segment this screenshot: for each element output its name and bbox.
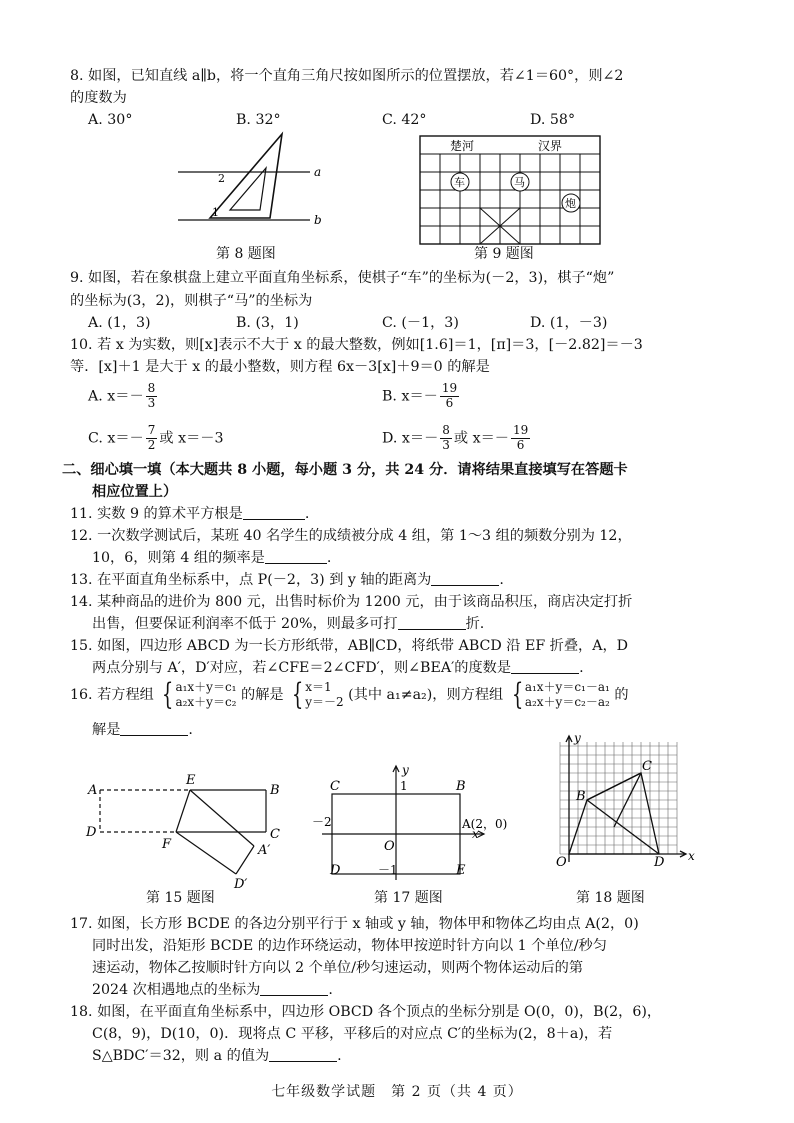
q10-option-a: A. x＝－ $\frac{8}{3}$ — [88, 381, 156, 410]
caption-fig17: 第 17 题图 — [374, 890, 443, 906]
q8-option-b: B. 32° — [236, 112, 281, 128]
q15-stem-line1: 15. 如图，四边形 ABCD 为一长方形纸带，AB∥CD，将纸带 ABCD 沿 EF 折叠，A，D — [70, 638, 629, 654]
q11-answer-blank[interactable] — [243, 505, 305, 520]
svg-text:1: 1 — [400, 779, 408, 793]
figure-17 — [312, 762, 508, 886]
q9-option-b: B. (3，1) — [236, 315, 299, 331]
svg-text:－1: －1 — [378, 863, 398, 877]
q17-line1: 17. 如图，长方形 BCDE 的各边分别平行于 x 轴或 y 轴，物体甲和物体乙均由点 A(2，0) — [70, 916, 639, 932]
caption-fig8: 第 8 题图 — [216, 246, 276, 262]
q10-option-b: B. x＝－ $\frac{19}{6}$ — [382, 381, 458, 410]
q16-system-1: { a₁x＋y＝c₁ a₂x＋y＝c₂ — [162, 677, 237, 712]
svg-text:A(2，0): A(2，0) — [462, 817, 508, 831]
svg-text:E: E — [186, 773, 196, 788]
svg-text:C: C — [270, 827, 280, 842]
svg-text:A′: A′ — [258, 843, 271, 858]
q17-line3: 速运动，物体乙按顺时针方向以 2 个单位/秒匀速运动，则两个物体运动后的第 — [92, 960, 584, 976]
q9-option-a: A. (1，3) — [88, 315, 151, 331]
q14-answer-blank[interactable] — [398, 615, 466, 630]
q10-option-d: D. x＝－ $\frac{8}{3}$ 或 x＝－ $\frac{19}{6}$ — [382, 423, 529, 452]
q16-system-2: { x＝1 y＝－2 — [291, 677, 344, 712]
q8-stem-line2: 的度数为 — [70, 90, 127, 106]
svg-text:x: x — [472, 827, 479, 841]
q8-stem-line1: 8. 如图，已知直线 a∥b，将一个直角三角尺按如图所示的位置摆放，若∠1＝60°，则∠2 — [70, 68, 624, 84]
q14-stem-line1: 14. 某种商品的进价为 800 元，出售时标价为 1200 元，由于该商品积压，商店决定打折 — [70, 594, 633, 610]
caption-fig15: 第 15 题图 — [146, 890, 215, 906]
q10-stem-line2: 等．[x]＋1 是大于 x 的最小整数，则方程 6x－3[x]＋9＝0 的解是 — [70, 359, 490, 375]
q17-answer-blank[interactable] — [260, 981, 328, 996]
q13-answer-blank[interactable] — [431, 571, 499, 586]
svg-text:B: B — [270, 783, 280, 798]
svg-text:A: A — [88, 783, 98, 798]
q11: 11. 实数 9 的算术平方根是 . — [70, 506, 310, 522]
svg-text:C: C — [330, 779, 340, 794]
page-footer: 七年级数学试题 第 2 页（共 4 页） — [271, 1084, 523, 1100]
piece-che: 车 — [454, 176, 465, 189]
caption-fig9: 第 9 题图 — [474, 246, 534, 262]
q12-stem-line1: 12. 一次数学测试后，某班 40 名学生的成绩被分成 4 组，第 1～3 组的频数分别为 12， — [70, 528, 632, 544]
caption-fig18: 第 18 题图 — [576, 890, 645, 906]
label-b: b — [314, 213, 322, 227]
q16-system-3: { a₁x＋y＝c₁－a₁ a₂x＋y＝c₂－a₂ — [511, 677, 610, 712]
q16-line1: 16. 若方程组 { a₁x＋y＝c₁ a₂x＋y＝c₂ 的解是 { x＝1 y＝－2 (其中 a₁≠a₂)，则方程组 { a₁x＋y＝c₁－a₁ a₂x＋y＝c₂－a₂ 的 — [70, 677, 629, 712]
q8-option-d: D. 58° — [530, 112, 576, 128]
q9-option-d: D. (1，－3) — [530, 315, 608, 331]
q18-line3: S△BDC′＝32，则 a 的值为 . — [92, 1048, 342, 1064]
figure-8 — [170, 132, 330, 244]
q12-line2: 10，6，则第 4 组的频率是 . — [92, 550, 332, 566]
river-left: 楚河 — [450, 139, 475, 153]
svg-text:y: y — [574, 731, 581, 745]
svg-text:O: O — [384, 839, 395, 854]
label-a: a — [314, 165, 322, 179]
figure-18 — [540, 732, 700, 874]
river-right: 汉界 — [538, 139, 563, 153]
q15-answer-blank[interactable] — [511, 659, 579, 674]
figure-9-chessboard — [420, 136, 600, 244]
figure-15 — [86, 772, 296, 890]
svg-text:D: D — [86, 825, 97, 840]
svg-text:y: y — [402, 763, 409, 777]
svg-text:B: B — [456, 779, 466, 794]
svg-text:C: C — [642, 759, 652, 774]
q16-answer-blank[interactable] — [120, 721, 188, 736]
q13: 13. 在平面直角坐标系中，点 P(－2，3) 到 y 轴的距离为 . — [70, 572, 504, 588]
svg-text:－2: －2 — [312, 815, 332, 829]
q17-line2: 同时出发，沿矩形 BCDE 的边作环绕运动，物体甲按逆时针方向以 1 个单位/秒匀 — [92, 938, 607, 954]
piece-ma: 马 — [514, 176, 525, 189]
q18-line1: 18. 如图，在平面直角坐标系中，四边形 OBCD 各个顶点的坐标分别是 O(0，0)，B(2，6)， — [70, 1004, 662, 1020]
svg-text:D: D — [654, 855, 665, 870]
q14-line2: 出售，但要保证利润率不低于 20%，则最多可打 折. — [92, 616, 485, 632]
svg-text:O: O — [556, 855, 567, 870]
svg-text:F: F — [162, 837, 172, 852]
q16-line2: 解是 . — [92, 722, 193, 738]
q9-stem-line1: 9. 如图，若在象棋盘上建立平面直角坐标系，使棋子“车”的坐标为(－2，3)，棋子“炮” — [70, 270, 615, 286]
svg-text:B: B — [576, 789, 586, 804]
q18-answer-blank[interactable] — [269, 1047, 337, 1062]
q15-line2: 两点分别与 A′，D′对应，若∠CFE＝2∠CFD′，则∠BEA′的度数是 . — [92, 660, 584, 676]
q10-stem-line1: 10. 若 x 为实数，则[x]表示不大于 x 的最大整数，例如[1.6]＝1，[π]＝3，[－2.82]＝－3 — [70, 337, 643, 353]
q10-option-c: C. x＝－ $\frac{7}{2}$ 或 x＝－3 — [88, 423, 224, 452]
label-angle-2: 2 — [218, 172, 225, 185]
svg-text:x: x — [688, 849, 695, 863]
section-2-title-line1: 二、细心填一填（本大题共 8 小题，每小题 3 分，共 24 分．请将结果直接填写在答题卡 — [62, 462, 628, 478]
section-2-title-line2: 相应位置上） — [92, 484, 178, 500]
svg-text:D′: D′ — [234, 877, 248, 892]
q8-option-c: C. 42° — [382, 112, 427, 128]
q9-option-c: C. (－1，3) — [382, 315, 459, 331]
q12-answer-blank[interactable] — [265, 549, 327, 564]
svg-text:D: D — [330, 863, 341, 878]
q8-option-a: A. 30° — [88, 112, 133, 128]
q9-stem-line2: 的坐标为(3，2)，则棋子“马”的坐标为 — [70, 293, 313, 309]
svg-text:E: E — [456, 863, 466, 878]
piece-pao: 炮 — [565, 197, 576, 210]
q18-line2: C(8，9)，D(10，0)．现将点 C 平移，平移后的对应点 C′的坐标为(2，8＋a)，若 — [92, 1026, 613, 1042]
q17-line4: 2024 次相遇地点的坐标为 . — [92, 982, 333, 998]
label-angle-1: 1 — [212, 206, 219, 219]
